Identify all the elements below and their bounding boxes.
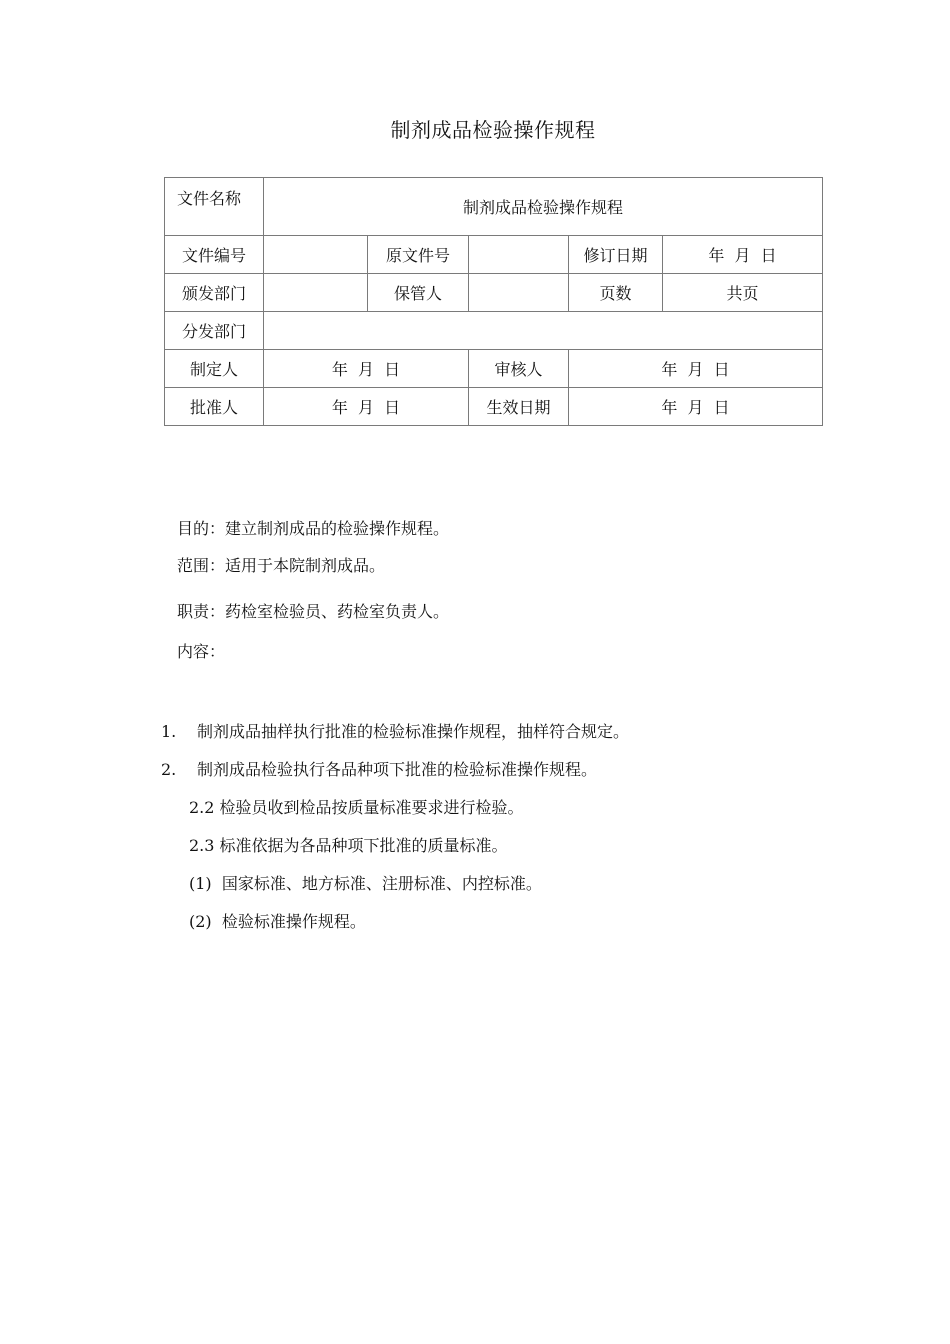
- list-item: [161, 721, 629, 743]
- revise-date-label: 修订日期: [569, 236, 663, 274]
- dist-dept-value: [264, 312, 823, 350]
- content-heading: 内容：: [177, 642, 226, 661]
- table-row: [165, 312, 823, 350]
- duty-line: 职责：药检室检验员、药检室负责人。: [177, 602, 450, 621]
- revise-date-value: 年 月 日: [663, 236, 823, 274]
- effective-date-value: 年 月 日: [569, 388, 823, 426]
- issue-dept-label: 颁发部门: [165, 274, 264, 312]
- file-no-value: [264, 236, 368, 274]
- approver-date: 年 月 日: [264, 388, 469, 426]
- table-row: [165, 350, 823, 388]
- table-row: [165, 178, 823, 236]
- sub-item: 2.3 标准依据为各品种项下批准的质量标准。: [189, 836, 508, 855]
- file-no-label: 文件编号: [165, 236, 264, 274]
- sub-item: (2) 检验标准操作规程。: [189, 912, 366, 931]
- table-row: [165, 388, 823, 426]
- document-control-table: [164, 177, 823, 426]
- file-name-value: 制剂成品检验操作规程: [264, 178, 823, 236]
- reviewer-label: 审核人: [469, 350, 569, 388]
- list-item-text: 制剂成品检验执行各品种项下批准的检验标准操作规程。: [197, 760, 598, 779]
- list-item-number: 2.: [161, 760, 177, 779]
- keeper-label: 保管人: [368, 274, 469, 312]
- dist-dept-label: 分发部门: [165, 312, 264, 350]
- list-item-text: 制剂成品抽样执行批准的检验标准操作规程，抽样符合规定。: [197, 722, 630, 741]
- keeper-value: [469, 274, 569, 312]
- effective-date-label: 生效日期: [469, 388, 569, 426]
- orig-no-label: 原文件号: [368, 236, 469, 274]
- file-name-label: 文件名称: [165, 178, 264, 236]
- maker-label: 制定人: [165, 350, 264, 388]
- sub-item: 2.2 检验员收到检品按质量标准要求进行检验。: [189, 798, 524, 817]
- list-item: [161, 759, 597, 781]
- page-title: 制剂成品检验操作规程: [390, 118, 596, 142]
- maker-date: 年 月 日: [264, 350, 469, 388]
- sub-item: (1) 国家标准、地方标准、注册标准、内控标准。: [189, 874, 542, 893]
- reviewer-date: 年 月 日: [569, 350, 823, 388]
- table-row: [165, 274, 823, 312]
- issue-dept-value: [264, 274, 368, 312]
- approver-label: 批准人: [165, 388, 264, 426]
- pages-label: 页数: [569, 274, 663, 312]
- purpose-line: 目的：建立制剂成品的检验操作规程。: [177, 519, 450, 538]
- orig-no-value: [469, 236, 569, 274]
- table-row: [165, 236, 823, 274]
- list-item-number: 1.: [161, 722, 177, 741]
- scope-line: 范围：适用于本院制剂成品。: [177, 556, 386, 575]
- pages-value: 共页: [663, 274, 823, 312]
